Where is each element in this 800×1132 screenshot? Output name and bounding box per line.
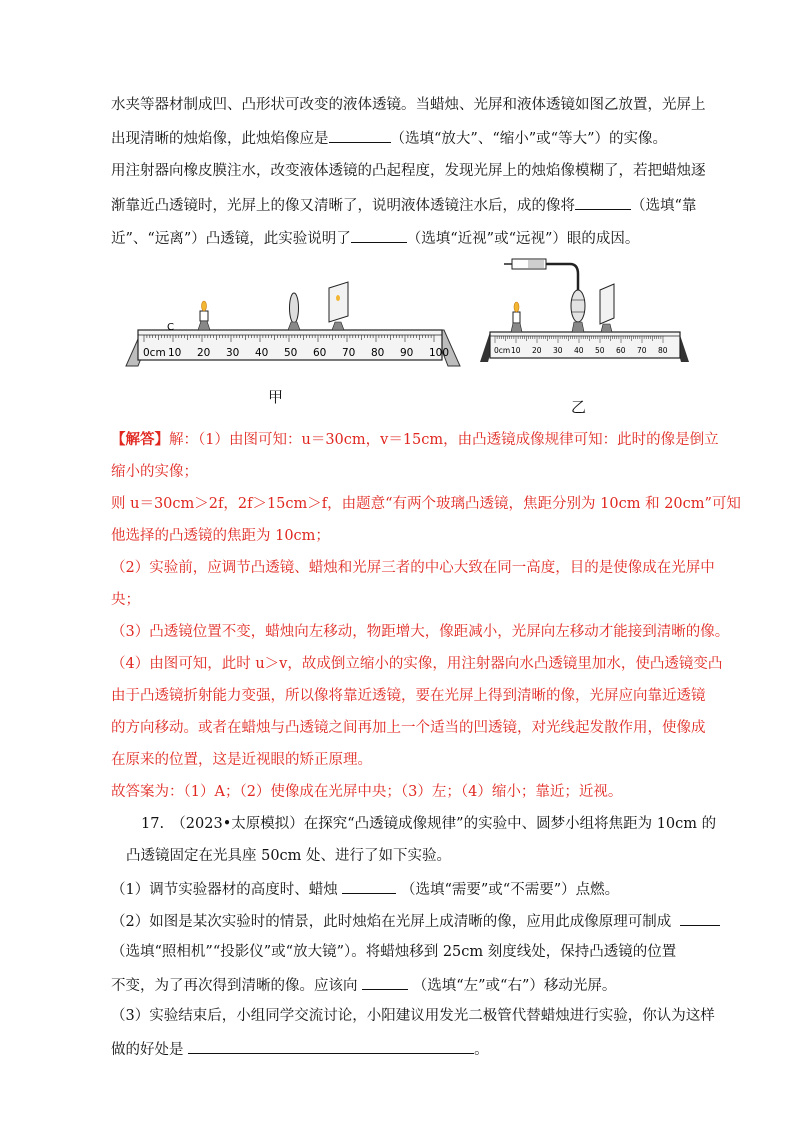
answer-heading: 【解答】 bbox=[111, 431, 169, 448]
q17-line-2: 凸透镜固定在光具座 50cm 处、进行了如下实验。 bbox=[126, 848, 452, 864]
syringe-icon bbox=[504, 259, 578, 290]
jia-tick-label: 20 bbox=[197, 347, 211, 359]
yi-tick-label: 50 bbox=[595, 346, 605, 355]
q17-line-8: 做的好处是 。 bbox=[111, 1038, 489, 1060]
answer-line-1: 【解答】解：（1）由图可知：u＝30cm，v＝15cm，由凸透镜成像规律可知：此时的像是倒立 bbox=[111, 431, 719, 448]
figure-jia-optical-bench bbox=[118, 278, 468, 378]
answer-line-8: （4）由图可知，此时 u＞v，故成倒立缩小的实像，用注射器向水凸透镜里加水，使凸透镜变凸 bbox=[111, 656, 723, 672]
intro-line-1: 水夹等器材制成凹、凸形状可改变的液体透镜。当蜡烛、光屏和液体透镜如图乙放置，光屏上 bbox=[111, 97, 706, 113]
convex-lens-icon bbox=[288, 293, 300, 330]
jia-tick-label: 0cm bbox=[143, 347, 166, 359]
answer-line-11: 在原来的位置，这是近视眼的矫正原理。 bbox=[111, 752, 372, 768]
yi-tick-label: 60 bbox=[616, 346, 626, 355]
intro-line-4: 渐靠近凸透镜时，光屏上的像又清晰了，说明液体透镜注水后，成的像将 （选填“靠 bbox=[111, 194, 696, 216]
intro-line-2: 出现清晰的烛焰像，此烛焰像应是 （选填“放大”、“缩小”或“等大”）的实像。 bbox=[111, 127, 667, 149]
intro-line-5: 近”、“远离”）凸透镜，此实验说明了 （选填“近视”或“远视”）眼的成因。 bbox=[111, 227, 639, 249]
yi-tick-label: 20 bbox=[532, 346, 542, 355]
yi-tick-label: 40 bbox=[574, 346, 584, 355]
answer-blank-1[interactable] bbox=[329, 127, 391, 143]
figure-yi-caption: 乙 bbox=[571, 398, 587, 416]
yi-tick-label: 10 bbox=[511, 346, 521, 355]
answer-line-7: （3）凸透镜位置不变，蜡烛向左移动，物距增大，像距减小，光屏向左移动才能接到清晰的像。 bbox=[111, 624, 730, 640]
q17-line-5: （选填“照相机”“投影仪”或“放大镜”）。将蜡烛移到 25cm 刻度线处，保持凸透镜的位置 bbox=[111, 944, 677, 960]
jia-tick-label: 100 bbox=[429, 347, 450, 359]
answer-line-5: （2）实验前，应调节凸透镜、蜡烛和光屏三者的中心大致在同一高度，目的是使像成在光屏中 bbox=[111, 560, 715, 576]
jia-tick-label: 10 bbox=[168, 347, 182, 359]
candle-icon bbox=[198, 301, 210, 330]
answer-blank-6[interactable] bbox=[362, 974, 408, 990]
answer-line-9: 由于凸透镜折射能力变强，所以像将靠近透镜，要在光屏上得到清晰的像，光屏应向靠近透镜 bbox=[111, 688, 706, 704]
yi-tick-label: 30 bbox=[553, 346, 563, 355]
liquid-lens-icon bbox=[571, 290, 585, 332]
answer-summary: 故答案为：（1）A；（2）使像成在光屏中央；（3）左；（4）缩小；靠近；近视。 bbox=[111, 784, 623, 800]
answer-blank-5[interactable] bbox=[680, 910, 720, 926]
jia-tick-label: 30 bbox=[226, 347, 240, 359]
q17-line-7: （3）实验结束后，小组同学交流讨论，小阳建议用发光二极管代替蜡烛进行实验，你认为这样 bbox=[111, 1008, 715, 1024]
answer-line-6: 央； bbox=[111, 592, 140, 608]
yi-tick-label: 0cm bbox=[494, 346, 511, 355]
figure-jia-caption: 甲 bbox=[268, 388, 284, 406]
answer-line-4: 他选择的凸透镜的焦距为 10cm； bbox=[111, 528, 330, 544]
light-screen-icon bbox=[329, 282, 348, 330]
answer-blank-2[interactable] bbox=[575, 194, 631, 210]
jia-tick-label: 70 bbox=[342, 347, 356, 359]
answer-blank-4[interactable] bbox=[342, 878, 396, 894]
q17-line-1: 17. （2023•太原模拟）在探究“凸透镜成像规律”的实验中、圆梦小组将焦距为 10cm 的 bbox=[141, 816, 717, 832]
q17-line-6: 不变，为了再次得到清晰的像。应该向 （选填“左”或“右”）移动光屏。 bbox=[111, 974, 616, 996]
jia-tick-label: 40 bbox=[255, 347, 269, 359]
answer-blank-3[interactable] bbox=[351, 227, 407, 243]
q17-line-3: （1）调节实验器材的高度时、蜡烛 （选填“需要”或“不需要”）点燃。 bbox=[111, 878, 619, 900]
jia-tick-label: 80 bbox=[371, 347, 385, 359]
candle-icon bbox=[511, 302, 522, 332]
intro-line-3: 用注射器向橡皮膜注水，改变液体透镜的凸起程度，发现光屏上的烛焰像模糊了，若把蜡烛逐 bbox=[111, 163, 706, 179]
answer-line-3: 则 u＝30cm＞2f，2f＞15cm＞f，由题意“有两个玻璃凸透镜，焦距分别为 10cm 和 20cm”可知 bbox=[111, 496, 741, 512]
answer-line-10: 的方向移动。或者在蜡烛与凸透镜之间再加上一个适当的凹透镜，对光线起发散作用，使像成 bbox=[111, 720, 706, 736]
jia-tick-label: 50 bbox=[284, 347, 298, 359]
yi-tick-label: 70 bbox=[637, 346, 647, 355]
answer-blank-7[interactable] bbox=[188, 1038, 474, 1054]
figure-yi-optical-bench bbox=[478, 256, 693, 368]
q17-line-4: （2）如图是某次实验时的情景，此时烛焰在光屏上成清晰的像，应用此成像原理可制成 bbox=[111, 910, 720, 932]
yi-tick-label: 80 bbox=[658, 346, 668, 355]
jia-tick-label: 60 bbox=[313, 347, 327, 359]
point-c-label: C bbox=[167, 322, 174, 333]
answer-line-2: 缩小的实像； bbox=[111, 464, 198, 480]
jia-tick-label: 90 bbox=[400, 347, 414, 359]
light-screen-icon bbox=[600, 284, 614, 332]
